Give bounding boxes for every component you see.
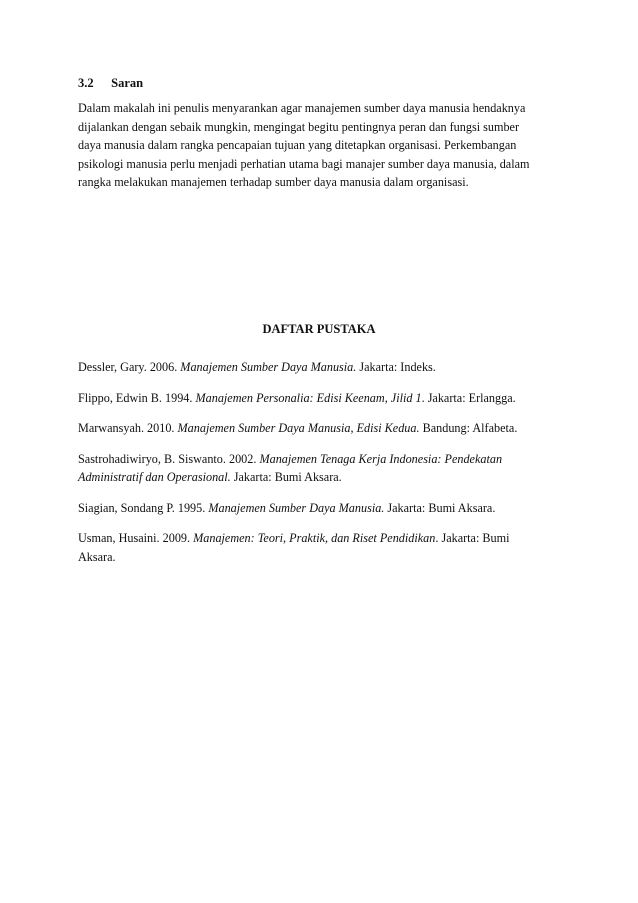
reference-text: Marwansyah. 2010. <box>78 421 178 435</box>
paragraph-line: daya manusia dalam rangka pencapaian tujuan yang ditetapkan organisasi. Perkembangan <box>78 138 517 152</box>
reference-publisher: Bandung: Alfabeta. <box>419 421 518 435</box>
paragraph-line: Dalam makalah ini penulis menyarankan agar manajemen sumber daya manusia hendaknya <box>78 101 526 115</box>
reference-entry <box>78 389 558 408</box>
reference-publisher: Jakarta: Bumi Aksara. <box>384 500 496 515</box>
reference-publisher: . Jakarta: Erlangga. <box>421 390 516 405</box>
reference-entry <box>78 499 558 518</box>
reference-line <box>78 468 558 487</box>
reference-title: Manajemen Sumber Daya Manusia. <box>180 360 357 374</box>
section-heading <box>78 76 143 91</box>
reference-entry <box>78 419 558 438</box>
reference-entry <box>78 450 558 487</box>
reference-title: Manajemen: Teori, Praktik, dan Riset Pendidikan <box>193 531 436 545</box>
reference-text: Aksara. <box>78 549 116 564</box>
reference-text: Siagian, Sondang P. 1995. <box>78 500 209 515</box>
reference-line <box>78 529 558 548</box>
reference-title: Manajemen Tenaga Kerja Indonesia: Pendekatan <box>259 451 503 466</box>
reference-line <box>78 358 558 377</box>
reference-text: Sastrohadiwiryo, B. Siswanto. 2002. <box>78 451 260 466</box>
paragraph-line: dijalankan dengan sebaik mungkin, mengingat begitu pentingnya peran dan fungsi sumber <box>78 119 520 134</box>
reference-publisher: Jakarta: Indeks. <box>356 360 436 374</box>
reference-title: Administratif dan Operasional. <box>78 470 231 484</box>
paragraph-line: rangka melakukan manajemen terhadap sumber daya manusia dalam organisasi. <box>78 175 469 189</box>
bibliography-heading: DAFTAR PUSTAKA <box>262 322 376 336</box>
reference-publisher: . Jakarta: Bumi <box>435 531 510 545</box>
paragraph-line: psikologi manusia perlu menjadi perhatian utama bagi manajer sumber daya manusia, dalam <box>78 156 530 171</box>
reference-line <box>78 450 558 469</box>
section-title: Saran <box>111 76 144 90</box>
reference-line <box>78 548 558 567</box>
reference-list <box>78 358 558 578</box>
section-paragraph <box>78 99 556 192</box>
reference-publisher: Jakarta: Bumi Aksara. <box>230 470 342 484</box>
reference-title: Manajemen Sumber Daya Manusia, Edisi Kedua. <box>177 421 420 435</box>
reference-title: Manajemen Personalia: Edisi Keenam, Jilid 1 <box>195 390 422 405</box>
reference-entry <box>78 358 558 377</box>
reference-title: Manajemen Sumber Daya Manusia. <box>208 500 385 515</box>
reference-text: Usman, Husaini. 2009. <box>78 531 194 545</box>
section-number: 3.2 <box>78 76 94 90</box>
reference-entry <box>78 529 558 566</box>
reference-line <box>78 389 558 408</box>
reference-line <box>78 419 558 438</box>
reference-text: Flippo, Edwin B. 1994. <box>78 390 196 405</box>
reference-text: Dessler, Gary. 2006. <box>78 360 181 374</box>
reference-line <box>78 499 558 518</box>
